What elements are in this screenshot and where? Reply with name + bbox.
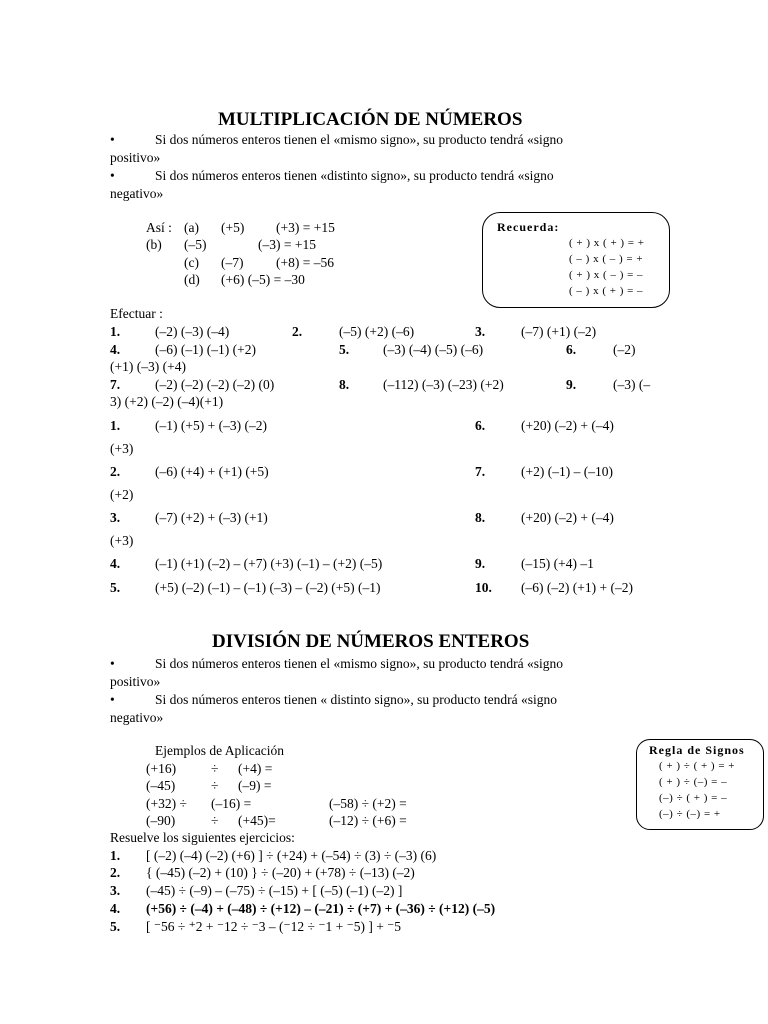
division-example: (–90) — [146, 813, 176, 828]
regla-signos-box — [636, 739, 764, 830]
rule-text: Si dos números enteros tienen el «mismo signo», su producto tendrá «signo — [155, 132, 563, 147]
exercise-text: (+5) (–2) (–1) – (–1) (–3) – (–2) (+5) (–1) — [155, 580, 381, 595]
division-example: (+32) ÷ — [146, 796, 187, 811]
exercise-number: 8. — [339, 377, 350, 392]
rule-text: Si dos números enteros tienen el «mismo signo», su producto tendrá «signo — [155, 656, 563, 671]
exercise-number: 2. — [292, 324, 303, 339]
rule-text: negativo» — [110, 186, 164, 201]
sign-rule: ( + ) x ( – ) = – — [569, 269, 644, 281]
exercise-number: 3. — [110, 510, 121, 525]
division-example: (–12) ÷ (+6) = — [329, 813, 407, 828]
exercise-number: 5. — [339, 342, 350, 357]
exercise-text: (+56) ÷ (–4) + (–48) ÷ (+12) – (–21) ÷ (+7) + (–36) ÷ (+12) (–5) — [146, 901, 496, 916]
sign-rule: ( + ) ÷ ( + ) = + — [659, 760, 736, 772]
example-factor: (–7) — [221, 255, 244, 270]
division-example: (+16) — [146, 761, 177, 776]
exercise-text: (–2) — [613, 342, 636, 357]
exercise-number: 1. — [110, 324, 121, 339]
exercise-number: 10. — [475, 580, 492, 595]
exercise-text: (–3) (– — [613, 377, 651, 392]
sign-rule: (–) ÷ (–) = + — [659, 808, 721, 820]
division-example: (–58) ÷ (+2) = — [329, 796, 407, 811]
division-sign: ÷ — [211, 761, 219, 776]
exercise-text: (–6) (–1) (–1) (+2) — [155, 342, 256, 357]
exercise-number: 4. — [110, 901, 121, 916]
exercise-number: 9. — [475, 556, 486, 571]
section-title: DIVISIÓN DE NÚMEROS ENTEROS — [212, 631, 530, 652]
exercise-text: (–3) (–4) (–5) (–6) — [383, 342, 484, 357]
example-label: (a) — [184, 220, 199, 235]
bullet-icon: • — [110, 168, 115, 183]
recuerda-box — [482, 212, 670, 308]
exercise-text: (+2) (–1) – (–10) — [521, 464, 613, 479]
exercise-text: (–7) (+1) (–2) — [521, 324, 597, 339]
exercise-text: (–6) (–2) (+1) + (–2) — [521, 580, 633, 595]
exercise-number: 6. — [566, 342, 577, 357]
exercise-number: 2. — [110, 464, 121, 479]
exercise-text: (–2) (–2) (–2) (–2) (0) — [155, 377, 275, 392]
exercise-number: 6. — [475, 418, 486, 433]
section-label: Resuelve los siguientes ejercicios: — [110, 830, 295, 845]
exercise-text: (–6) (+4) + (+1) (+5) — [155, 464, 269, 479]
exercise-number: 3. — [110, 883, 121, 898]
example-label: (c) — [184, 255, 199, 270]
exercise-text: (+20) (–2) + (–4) — [521, 418, 614, 433]
exercise-number: 4. — [110, 342, 121, 357]
sign-rule: ( + ) x ( + ) = + — [569, 237, 645, 249]
recuerda-title: Recuerda: — [497, 220, 560, 234]
division-example: (–9) = — [238, 778, 272, 793]
example-result: (+6) (–5) = –30 — [221, 272, 305, 287]
exercise-text: (–5) (+2) (–6) — [339, 324, 415, 339]
division-example: (–45) — [146, 778, 176, 793]
exercise-text: { (–45) (–2) + (10) } ÷ (–20) + (+78) ÷ (–13) (–2) — [146, 865, 415, 880]
rule-text: positivo» — [110, 674, 161, 689]
exercise-text: [ (–2) (–4) (–2) (+6) ] ÷ (+24) + (–54) ÷ (3) ÷ (–3) (6) — [146, 848, 437, 863]
example-result: (+3) = +15 — [276, 220, 335, 235]
rule-text: Si dos números enteros tienen « distinto signo», su producto tendrá «signo — [155, 692, 557, 707]
bullet-icon: • — [110, 692, 115, 707]
exercise-text: (–2) (–3) (–4) — [155, 324, 230, 339]
rule-text: negativo» — [110, 710, 164, 725]
regla-title: Regla de Signos — [649, 743, 745, 757]
example-factor: (–5) — [184, 237, 207, 252]
section-label: Efectuar : — [110, 306, 163, 321]
exercise-text: (+2) — [110, 487, 134, 502]
exercise-number: 5. — [110, 919, 121, 934]
examples-heading: Ejemplos de Aplicación — [155, 743, 284, 758]
bullet-icon: • — [110, 656, 115, 671]
exercise-text: (+3) — [110, 533, 134, 548]
exercise-number: 9. — [566, 377, 577, 392]
exercise-text: [ ⁻56 ÷ ⁺2 + ⁻12 ÷ ⁻3 – (⁻12 ÷ ⁻1 + ⁻5) ] + ⁻5 — [146, 919, 402, 934]
exercise-text: (+1) (–3) (+4) — [110, 359, 186, 374]
exercise-number: 7. — [110, 377, 121, 392]
exercise-text: (–112) (–3) (–23) (+2) — [383, 377, 504, 392]
division-example: (+45)= — [238, 813, 276, 828]
example-factor: (+5) — [221, 220, 245, 235]
exercise-number: 3. — [475, 324, 486, 339]
page-title: MULTIPLICACIÓN DE NÚMEROS — [218, 109, 523, 130]
example-result: (–3) = +15 — [258, 237, 316, 252]
exercise-number: 7. — [475, 464, 486, 479]
division-example: (–16) = — [211, 796, 252, 811]
example-label: (d) — [184, 272, 200, 287]
rule-text: positivo» — [110, 150, 161, 165]
example-label: (b) — [146, 237, 162, 252]
bullet-icon: • — [110, 132, 115, 147]
sign-rule: (–) ÷ ( + ) = – — [659, 792, 728, 804]
division-sign: ÷ — [211, 778, 219, 793]
exercise-number: 4. — [110, 556, 121, 571]
example-result: (+8) = –56 — [276, 255, 334, 270]
division-sign: ÷ — [211, 813, 219, 828]
exercise-text: (+20) (–2) + (–4) — [521, 510, 614, 525]
exercise-number: 2. — [110, 865, 121, 880]
example-intro: Así : — [146, 220, 172, 235]
exercise-text: 3) (+2) (–2) (–4)(+1) — [110, 394, 224, 409]
exercise-text: (–45) ÷ (–9) – (–75) ÷ (–15) + [ (–5) (–1) (–2) ] — [146, 883, 403, 898]
exercise-number: 5. — [110, 580, 121, 595]
exercise-number: 1. — [110, 418, 121, 433]
exercise-number: 1. — [110, 848, 121, 863]
sign-rule: ( – ) x ( – ) = + — [569, 253, 644, 265]
division-example: (+4) = — [238, 761, 273, 776]
exercise-text: (–1) (+5) + (–3) (–2) — [155, 418, 267, 433]
exercise-text: (–7) (+2) + (–3) (+1) — [155, 510, 268, 525]
exercise-text: (–15) (+4) –1 — [521, 556, 594, 571]
exercise-text: (–1) (+1) (–2) – (+7) (+3) (–1) – (+2) (–5) — [155, 556, 383, 571]
sign-rule: ( – ) x ( + ) = – — [569, 285, 644, 297]
sign-rule: ( + ) ÷ (–) = – — [659, 776, 728, 788]
exercise-text: (+3) — [110, 441, 134, 456]
exercise-number: 8. — [475, 510, 486, 525]
rule-text: Si dos números enteros tienen «distinto signo», su producto tendrá «signo — [155, 168, 554, 183]
